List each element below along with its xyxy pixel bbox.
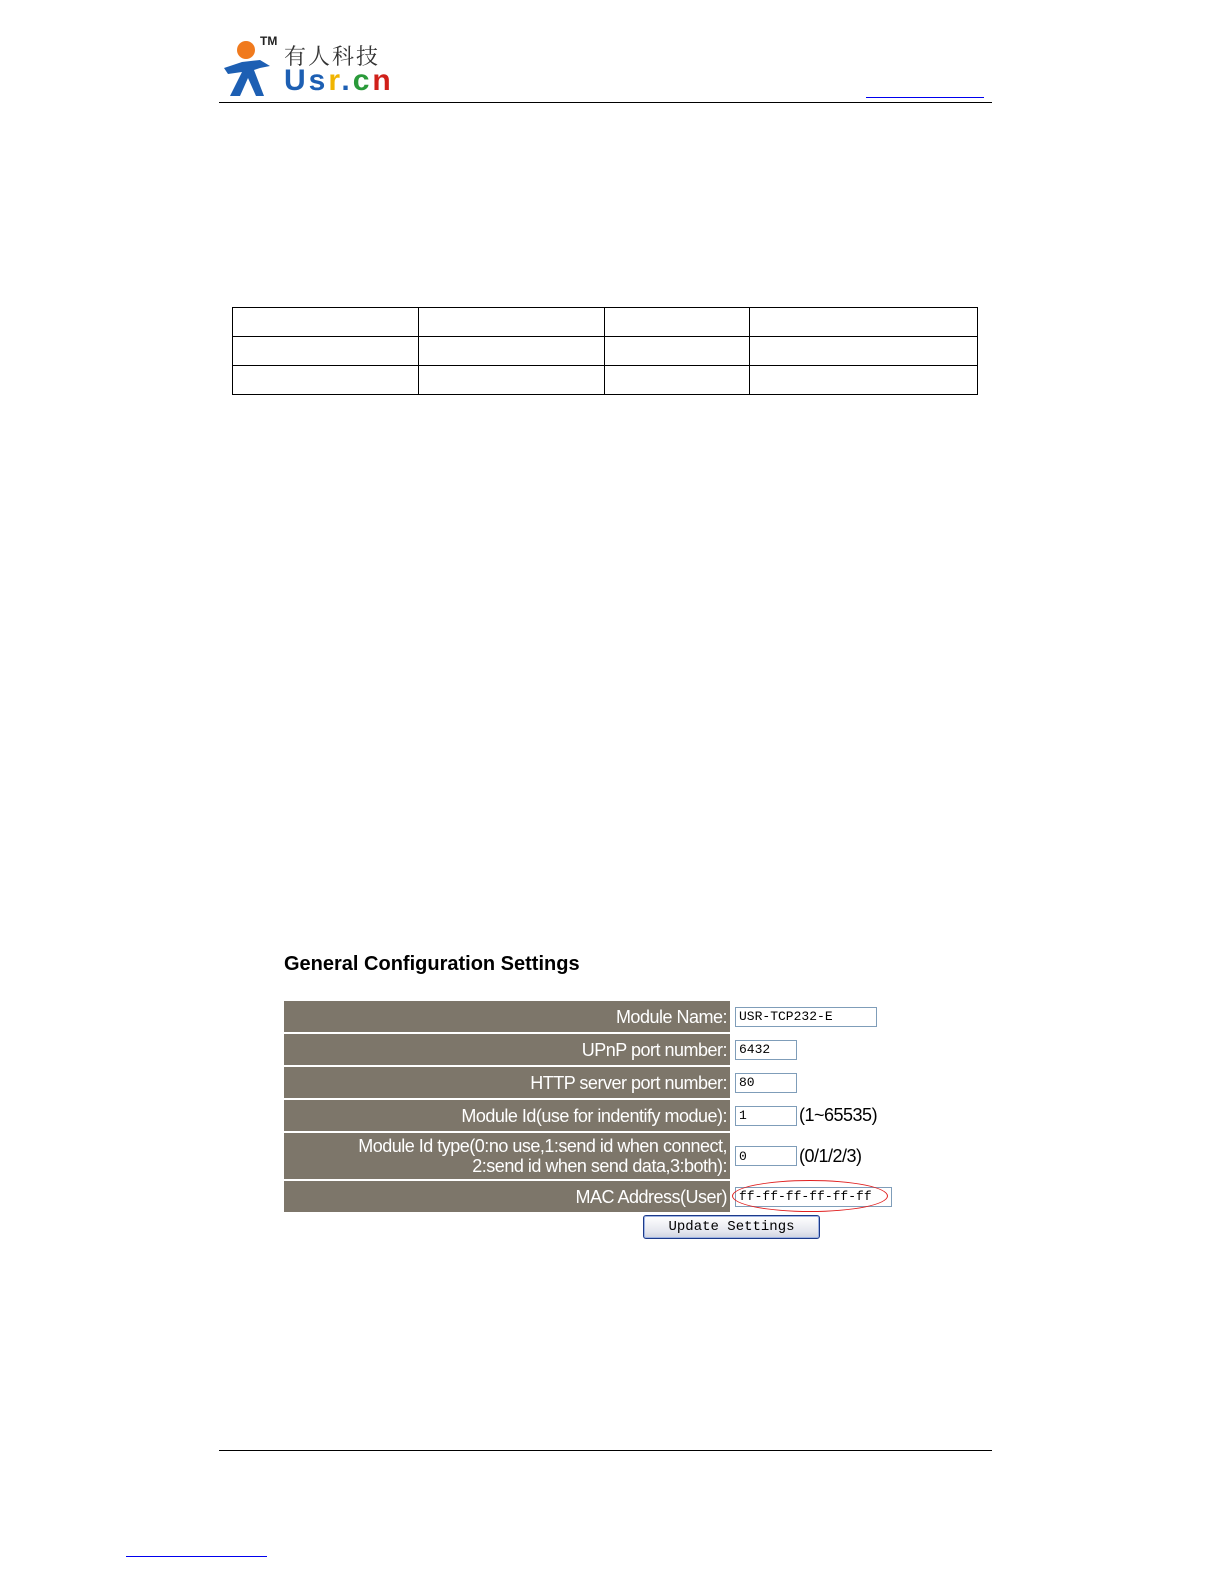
table-cell <box>605 308 750 337</box>
http-port-row <box>284 1067 924 1098</box>
module-name-label: Module Name: <box>284 1001 730 1032</box>
module-id-type-label <box>284 1133 730 1179</box>
module-id-type-hint: (0/1/2/3) <box>799 1145 862 1166</box>
module-id-label: Module Id(use for indentify modue): <box>284 1100 730 1131</box>
module-id-input[interactable] <box>735 1106 797 1126</box>
mac-address-row <box>284 1181 924 1212</box>
update-settings-button[interactable]: Update Settings <box>643 1215 820 1239</box>
module-id-type-row <box>284 1133 924 1179</box>
table-cell <box>750 366 978 395</box>
http-port-label: HTTP server port number: <box>284 1067 730 1098</box>
table-cell <box>233 366 419 395</box>
mac-address-input[interactable] <box>735 1187 892 1207</box>
general-config-panel <box>284 950 924 1239</box>
table-cell <box>750 337 978 366</box>
table-cell <box>419 366 605 395</box>
module-id-type-label-line1: Module Id type(0:no use,1:send id when connect, <box>358 1136 727 1156</box>
table-row <box>233 366 978 395</box>
http-port-input[interactable] <box>735 1073 797 1093</box>
company-chinese-name: 有人科技 <box>284 45 381 70</box>
table-cell <box>233 337 419 366</box>
header-rule <box>219 102 992 103</box>
data-table <box>232 307 978 395</box>
table-row <box>233 337 978 366</box>
module-id-type-input[interactable] <box>735 1146 797 1166</box>
header-link[interactable] <box>866 97 984 98</box>
table-cell <box>605 337 750 366</box>
table-cell <box>750 308 978 337</box>
mac-address-label: MAC Address(User) <box>284 1181 730 1212</box>
upnp-port-label: UPnP port number: <box>284 1034 730 1065</box>
table-cell <box>419 308 605 337</box>
module-name-row <box>284 1001 924 1032</box>
brand-name: Usr.cn <box>284 64 394 97</box>
table-row <box>233 308 978 337</box>
module-id-row <box>284 1100 924 1131</box>
module-id-type-label-line2: 2:send id when send data,3:both): <box>472 1156 727 1176</box>
table-cell <box>233 308 419 337</box>
trademark-mark: TM <box>260 34 278 48</box>
table-cell <box>419 337 605 366</box>
config-title: General Configuration Settings <box>284 953 580 975</box>
footer-rule <box>219 1450 992 1451</box>
module-name-input[interactable] <box>735 1007 877 1027</box>
table-cell <box>605 366 750 395</box>
footer-link[interactable] <box>126 1556 267 1557</box>
upnp-port-row <box>284 1034 924 1065</box>
upnp-port-input[interactable] <box>735 1040 797 1060</box>
module-id-range-hint: (1~65535) <box>799 1105 878 1125</box>
usr-logo <box>220 34 394 100</box>
